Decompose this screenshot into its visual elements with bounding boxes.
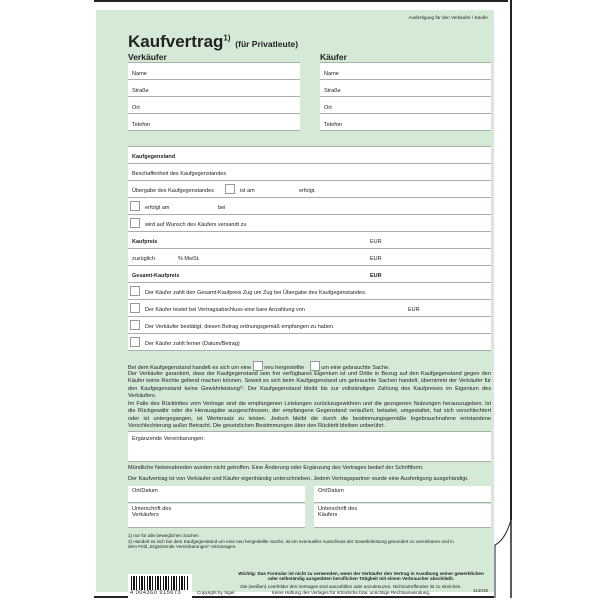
- handover-on-label: ist am: [240, 188, 255, 194]
- field-label: Name: [132, 71, 147, 77]
- additional-agreements-label: Ergänzende Vereinbarungen:: [132, 436, 205, 442]
- total-label: Gesamt-Kaufpreis: [132, 273, 180, 279]
- currency-label: EUR: [370, 256, 382, 262]
- product-code: 114019: [473, 588, 488, 593]
- warranty-paragraph: Der Verkäufer garantiert, dass der Kaufgegenstand sein frei verfügbares Eigentum ist und Dritte in Bezug auf den Kaufgegenstand gegen den Käufer keine Rechte geltend machen können. Soweit es sich beim Kaufgegenstand um gebrauchte Sachen handelt, übernimmt der Verkäufer für den Kaufgegenstand keine Gewährleistung²⁾. Der Kaufgegenstand bleibt bis zur vollständigen Zahlung des Kaufpreises im Eigentum des Verkäufers.: [128, 371, 491, 399]
- field-label: Ort: [132, 105, 140, 111]
- withdrawal-paragraph: Im Falle des Rücktrittes vom Vertrage sind die empfangenen Leistungen zurückzugewähren und die gezogenen Nutzungen herauszugeben. Ist die Rückgewähr oder die Herausgabe ausgeschlossen, der empfangene Gegenstand veräußert, belastet, umgestaltet, hat sich verschlechtert oder ist untergegangen, ist Wertersatz zu leisten. Jedoch bleibt die durch die bestimmungsgemäße Ingebrauchnahme entstandene Verschlechterung außer Betracht. Die gesetzlichen Bestimmungen über den Rücktritt bleiben unberührt.: [128, 401, 491, 429]
- footnote-2: 2) Handelt es sich bei dem Kaufgegenstand um eine neu hergestellte Sache, ist ein eventueller Ausschluss der Gewährleistung gesondert zu vereinbaren und in dem Feld „Ergänzende Vereinbarungen“ einzutragen.: [128, 539, 454, 549]
- field-label: Telefon: [132, 122, 151, 128]
- buyer-signature-label: Unterschrift des Käufers: [318, 506, 358, 518]
- currency-label: EUR: [370, 239, 382, 245]
- barcode-number: 4 004360 915673: [130, 590, 182, 596]
- condition-label: Beschaffenheit des Kaufgegenstandes: [132, 171, 227, 177]
- important-note: Wichtig: Das Formular ist nicht zu verwenden, wenn der Verkäufer den Vertrag in Ausübung seiner gewerblichen oder selbständig ausgeübten beruflichen Tätigkeit mit einem Verbraucher abschließt.: [238, 571, 484, 581]
- vat-label: % MwSt.: [178, 256, 200, 262]
- field-label: Name: [324, 71, 339, 77]
- signed-text: Der Kaufvertrag ist von Verkäufer und Käufer eigenhändig unterschrieben. Jedem Vertragspartner wurde eine Ausfertigung ausgehändigt.: [128, 476, 469, 482]
- handover-label: Übergabe des Kaufgegenstandes: [132, 188, 214, 194]
- currency-label: EUR: [370, 273, 382, 279]
- currency-label: EUR: [408, 307, 420, 313]
- buyer-heading: Käufer: [320, 52, 347, 62]
- field-label: Ort: [324, 105, 332, 111]
- field-label: Telefon: [324, 122, 343, 128]
- pay-full-label: Der Käufer zahlt den Gesamt-Kaufpreis Zug um Zug bei Übergabe des Kaufgegenstandes.: [145, 290, 367, 296]
- further-label: Der Käufer zahlt ferner (Datum/Betrag): [145, 341, 240, 347]
- seller-heading: Verkäufer: [128, 52, 167, 62]
- title-footnote: 1): [223, 33, 231, 43]
- page-curl-back: [495, 520, 511, 598]
- confirm-label: Der Verkäufer bestätigt, diesen Betrag ordnungsgemäß empfangen zu haben.: [145, 324, 335, 330]
- place-date-label: Ort/Datum: [318, 488, 344, 494]
- copyright: Copyright by Sigel.: [197, 590, 236, 595]
- footnote-1: 1) nur für alle beweglichen Sachen: [128, 533, 199, 538]
- title-text: Kaufvertrag: [128, 32, 224, 51]
- oral-agreements-text: Mündliche Nebenabreden wurden nicht getroffen. Eine Änderung oder Ergänzung des Vertrages bedarf der Schriftform.: [128, 465, 424, 471]
- handover-place-label: bei: [218, 205, 226, 211]
- copy-note: Ausfertigung für den Verkäufer / Käufer: [408, 15, 488, 20]
- type-intro: Bei dem Kaufgegenstand handelt es sich um eine: [128, 365, 252, 371]
- subtitle: (für Privatleute): [235, 39, 299, 49]
- item-heading: Kaufgegenstand: [132, 154, 176, 160]
- field-label: Straße: [324, 88, 341, 94]
- type-new-label: neu hergestellte: [264, 365, 305, 371]
- deposit-label: Der Käufer leistet bei Vertragsabschluss eine bare Anzahlung von: [145, 307, 305, 313]
- plus-label: zuzüglich: [132, 256, 155, 262]
- seller-signature-label: Unterschrift des Verkäufers: [132, 506, 172, 518]
- field-label: Straße: [132, 88, 149, 94]
- place-date-label: Ort/Datum: [132, 488, 158, 494]
- shipped-label: wird auf Wunsch des Käufers versandt zu: [145, 222, 247, 228]
- handover-at-label: erfolgt am: [145, 205, 170, 211]
- price-label: Kaufpreis: [132, 239, 158, 245]
- handover-done-label: erfolgt.: [299, 188, 316, 194]
- type-used-label: um eine gebrauchte Sache.: [321, 365, 390, 371]
- blank-fields-note: Die (weißen) Leerfelder des Vertrages sind auszufüllen oder anzukreuzen. Nichtzutreffendes ist zu streichen.: [240, 584, 462, 589]
- liability-note: Keine Haftung des Verlages für irrtümliche bzw. unrichtige Rechtsanwendung.: [271, 590, 431, 595]
